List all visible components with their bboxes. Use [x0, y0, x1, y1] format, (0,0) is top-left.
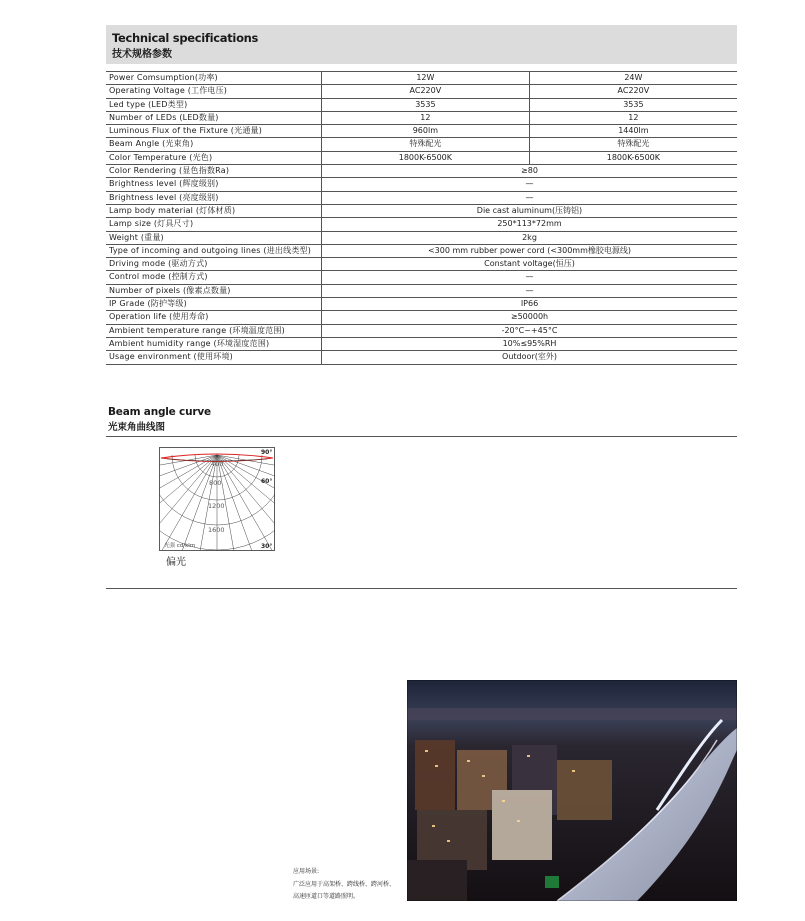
spec-label: Ambient humidity range (环境湿度范围) — [106, 337, 322, 350]
spec-row — [106, 271, 737, 284]
angle-label: 30° — [261, 543, 273, 550]
spec-value-12w: 960lm — [322, 125, 530, 138]
spec-value-12w: 12W — [322, 72, 530, 85]
spec-label: Color Rendering (显色指数Ra) — [106, 165, 322, 178]
spec-label: Ambient temperature range (环境温度范围) — [106, 324, 322, 337]
spec-label: Operating Voltage (工作电压) — [106, 85, 322, 98]
section-divider-bottom — [106, 588, 737, 589]
spec-value-24w: AC220V — [529, 85, 737, 98]
application-line: 高速匝道口等道路照明。 — [293, 893, 360, 900]
spec-value: 250*113*72mm — [322, 218, 738, 231]
spec-row — [106, 231, 737, 244]
ring-label: 1200 — [208, 502, 225, 510]
beam-title-zh: 光束角曲线图 — [108, 422, 166, 433]
spec-row — [106, 298, 737, 311]
ring-label: 1600 — [208, 526, 225, 534]
spec-value: <300 mm rubber power cord (<300mm橡胶电源线) — [322, 244, 738, 257]
spec-label: IP Grade (防护等级) — [106, 298, 322, 311]
spec-row — [106, 258, 737, 271]
spec-label: Driving mode (驱动方式) — [106, 258, 322, 271]
spec-value: — — [322, 271, 738, 284]
beam-caption: 偏光 — [166, 557, 186, 568]
beam-title-en: Beam angle curve — [108, 406, 211, 418]
spec-row — [106, 204, 737, 217]
ring-label: 400 — [211, 460, 224, 468]
spec-value-12w: 1800K-6500K — [322, 151, 530, 164]
spec-label: Control mode (控制方式) — [106, 271, 322, 284]
spec-label: Led type (LED类型) — [106, 98, 322, 111]
angle-label: 60° — [261, 478, 273, 485]
spec-value: Constant voltage(恒压) — [322, 258, 738, 271]
night-highway-photo — [407, 680, 737, 901]
spec-row — [106, 125, 737, 138]
spec-value-12w: 特殊配光 — [322, 138, 530, 151]
spec-row — [106, 218, 737, 231]
spec-value: ≥80 — [322, 165, 738, 178]
spec-row — [106, 178, 737, 191]
spec-value: 10%≤95%RH — [322, 337, 738, 350]
spec-label: Beam Angle (光束角) — [106, 138, 322, 151]
spec-label: Color Temperature (光色) — [106, 151, 322, 164]
spec-row — [106, 165, 737, 178]
spec-value: — — [322, 284, 738, 297]
spec-row — [106, 351, 737, 364]
spec-label: Number of pixels (像素点数量) — [106, 284, 322, 297]
section-divider-top — [106, 436, 737, 437]
spec-value-24w: 特殊配光 — [529, 138, 737, 151]
spec-row — [106, 151, 737, 164]
spec-row — [106, 85, 737, 98]
spec-label: Lamp body material (灯体材质) — [106, 204, 322, 217]
spec-value-24w: 1800K-6500K — [529, 151, 737, 164]
spec-title-zh: 技术规格参数 — [112, 49, 172, 60]
spec-row — [106, 138, 737, 151]
angle-label: 90° — [261, 449, 273, 456]
spec-row — [106, 111, 737, 124]
spec-value: ≥50000h — [322, 311, 738, 324]
spec-row — [106, 337, 737, 350]
spec-label: Number of LEDs (LED数量) — [106, 111, 322, 124]
spec-title-en: Technical specifications — [112, 31, 259, 45]
spec-label: Lamp size (灯具尺寸) — [106, 218, 322, 231]
spec-value-24w: 12 — [529, 111, 737, 124]
spec-row — [106, 191, 737, 204]
spec-label: Brightness level (亮度级别) — [106, 191, 322, 204]
spec-label: Operation life (使用寿命) — [106, 311, 322, 324]
spec-value-12w: 3535 — [322, 98, 530, 111]
spec-label: Type of incoming and outgoing lines (进出线类型) — [106, 244, 322, 257]
spec-label: Weight (重量) — [106, 231, 322, 244]
spec-value-12w: 12 — [322, 111, 530, 124]
spec-row — [106, 284, 737, 297]
spec-row — [106, 72, 737, 85]
application-note — [293, 866, 395, 904]
spec-row — [106, 311, 737, 324]
beam-angle-polar-chart — [159, 447, 275, 551]
spec-row — [106, 98, 737, 111]
spec-value-24w: 24W — [529, 72, 737, 85]
spec-value-24w: 1440lm — [529, 125, 737, 138]
spec-row — [106, 324, 737, 337]
spec-row — [106, 244, 737, 257]
application-line: 应用场景: — [293, 868, 320, 875]
unit-label: 光强 cd/klm — [164, 543, 196, 549]
spec-value-24w: 3535 — [529, 98, 737, 111]
spec-label: Luminous Flux of the Fixture (光通量) — [106, 125, 322, 138]
spec-value: -20°C~+45°C — [322, 324, 738, 337]
spec-label: Usage environment (使用环境) — [106, 351, 322, 364]
spec-label: Brightness level (辉度级别) — [106, 178, 322, 191]
spec-value-12w: AC220V — [322, 85, 530, 98]
application-line: 广泛应用于高架桥、跨线桥、跨河桥、 — [293, 880, 396, 888]
spec-value: 2kg — [322, 231, 738, 244]
spec-label: Power Comsumption(功率) — [106, 72, 322, 85]
spec-header — [106, 25, 737, 64]
spec-value: — — [322, 191, 738, 204]
ring-label: 800 — [209, 479, 222, 487]
beam-section-heading — [108, 406, 211, 433]
spec-value: Outdoor(室外) — [322, 351, 738, 364]
spec-value: — — [322, 178, 738, 191]
spec-table — [106, 71, 737, 365]
spec-value: IP66 — [322, 298, 738, 311]
spec-value: Die cast aluminum(压铸铝) — [322, 204, 738, 217]
